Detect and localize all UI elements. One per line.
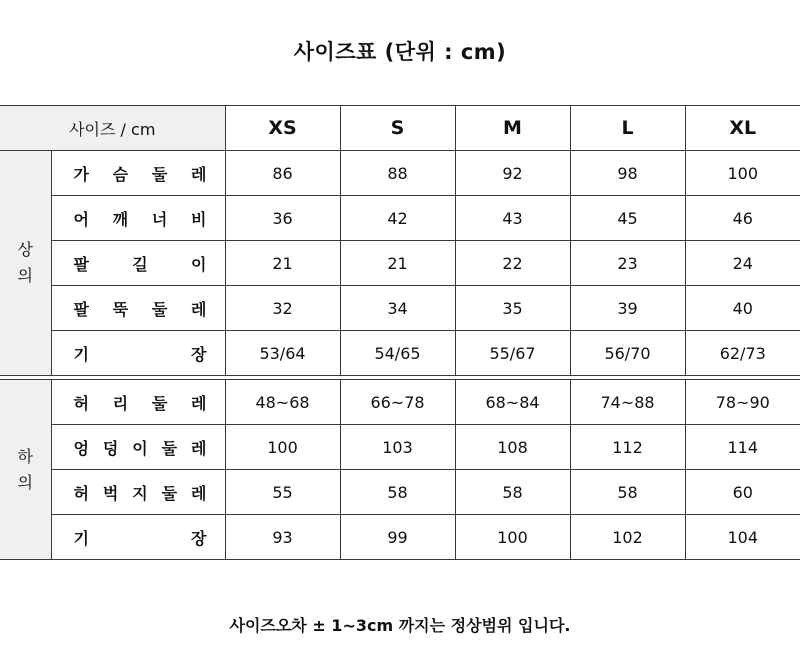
top-rows [0, 151, 800, 376]
size-m-header: M [455, 106, 570, 151]
size-value-cell: 102 [570, 515, 685, 560]
label-char: 어 [73, 209, 89, 229]
size-value-cell: 40 [685, 286, 800, 331]
size-tolerance-note: 사이즈오차 ± 1~3cm 까지는 정상범위 입니다. [229, 616, 571, 635]
label-char: 너 [151, 209, 168, 229]
table-row [0, 241, 800, 286]
size-l-header: L [570, 106, 685, 151]
measurement-label [51, 425, 225, 470]
table-row [0, 380, 800, 425]
label-char: 둘 [161, 438, 178, 458]
label-char: 뚝 [112, 299, 129, 319]
size-value-cell: 108 [455, 425, 570, 470]
size-value-cell: 100 [225, 425, 340, 470]
label-char: 장 [191, 344, 207, 364]
label-char: 허 [73, 483, 89, 503]
size-value-cell: 78~90 [685, 380, 800, 425]
size-value-cell: 55 [225, 470, 340, 515]
size-value-cell: 74~88 [570, 380, 685, 425]
label-char: 기 [73, 528, 89, 548]
measurement-label [51, 331, 225, 376]
size-value-cell: 93 [225, 515, 340, 560]
size-value-cell: 58 [455, 470, 570, 515]
label-char: 팔 [73, 299, 89, 319]
header-label: 사이즈 / cm [0, 106, 225, 151]
top-measurements [0, 150, 800, 376]
label-char: 깨 [112, 209, 129, 229]
table-row [0, 151, 800, 196]
size-value-cell: 32 [225, 286, 340, 331]
size-value-cell: 53/64 [225, 331, 340, 376]
label-char: 둘 [161, 483, 178, 503]
size-value-cell: 86 [225, 151, 340, 196]
page-title: 사이즈표 (단위 : cm) [293, 40, 507, 64]
size-xs-header: XS [225, 106, 340, 151]
bottom-rows [0, 380, 800, 560]
size-value-cell: 23 [570, 241, 685, 286]
size-value-cell: 42 [340, 196, 455, 241]
size-value-cell: 35 [455, 286, 570, 331]
label-char: 둘 [151, 164, 168, 184]
size-value-cell: 100 [685, 151, 800, 196]
size-value-cell: 114 [685, 425, 800, 470]
bottom-size-table [0, 379, 800, 560]
header-row [0, 106, 800, 151]
label-char: 레 [191, 164, 207, 184]
size-value-cell: 36 [225, 196, 340, 241]
size-value-cell: 56/70 [570, 331, 685, 376]
size-value-cell: 43 [455, 196, 570, 241]
size-value-cell: 54/65 [340, 331, 455, 376]
label-char: 팔 [73, 254, 89, 274]
measurement-label [51, 241, 225, 286]
size-value-cell: 21 [225, 241, 340, 286]
label-char: 슴 [112, 164, 129, 184]
table-row [0, 470, 800, 515]
size-value-cell: 88 [340, 151, 455, 196]
label-char: 둘 [151, 299, 168, 319]
measurement-label [51, 151, 225, 196]
size-value-cell: 58 [340, 470, 455, 515]
label-char: 레 [191, 299, 207, 319]
measurement-label [51, 470, 225, 515]
category-char: 하 [17, 446, 33, 466]
size-value-cell: 66~78 [340, 380, 455, 425]
label-char: 리 [112, 393, 129, 413]
table-row [0, 515, 800, 560]
size-value-cell: 48~68 [225, 380, 340, 425]
size-value-cell: 92 [455, 151, 570, 196]
size-s-header: S [340, 106, 455, 151]
measurement-label [51, 515, 225, 560]
size-value-cell: 58 [570, 470, 685, 515]
size-value-cell: 39 [570, 286, 685, 331]
top-size-table [0, 105, 800, 151]
bottom-category-label [0, 380, 51, 560]
size-value-cell: 45 [570, 196, 685, 241]
category-char: 상 [17, 240, 33, 259]
size-value-cell: 104 [685, 515, 800, 560]
measurement-label [51, 196, 225, 241]
category-char: 의 [17, 266, 33, 285]
size-value-cell: 60 [685, 470, 800, 515]
label-char: 벅 [102, 483, 119, 503]
size-value-cell: 22 [455, 241, 570, 286]
label-char: 허 [73, 393, 89, 413]
label-char: 이 [191, 254, 207, 274]
label-char: 레 [191, 438, 207, 458]
label-char: 이 [132, 438, 148, 458]
label-char: 가 [73, 164, 89, 184]
label-char: 기 [73, 344, 89, 364]
label-char: 지 [132, 483, 148, 503]
label-char: 비 [191, 209, 207, 229]
table-row [0, 196, 800, 241]
label-char: 장 [191, 528, 207, 548]
measurement-label [51, 286, 225, 331]
size-value-cell: 24 [685, 241, 800, 286]
label-char: 덩 [102, 438, 119, 458]
label-char: 레 [191, 483, 207, 503]
label-char: 레 [191, 393, 207, 413]
size-value-cell: 34 [340, 286, 455, 331]
label-char: 둘 [151, 393, 168, 413]
size-xl-header: XL [685, 106, 800, 151]
size-value-cell: 99 [340, 515, 455, 560]
label-char: 길 [132, 254, 148, 274]
measurement-label [51, 380, 225, 425]
size-value-cell: 46 [685, 196, 800, 241]
size-value-cell: 68~84 [455, 380, 570, 425]
size-value-cell: 98 [570, 151, 685, 196]
size-value-cell: 55/67 [455, 331, 570, 376]
top-category-label [0, 151, 51, 376]
size-value-cell: 62/73 [685, 331, 800, 376]
table-row [0, 331, 800, 376]
category-char: 의 [17, 472, 33, 492]
size-value-cell: 103 [340, 425, 455, 470]
size-value-cell: 100 [455, 515, 570, 560]
table-row [0, 425, 800, 470]
table-row [0, 286, 800, 331]
size-value-cell: 112 [570, 425, 685, 470]
size-value-cell: 21 [340, 241, 455, 286]
label-char: 엉 [73, 438, 89, 458]
